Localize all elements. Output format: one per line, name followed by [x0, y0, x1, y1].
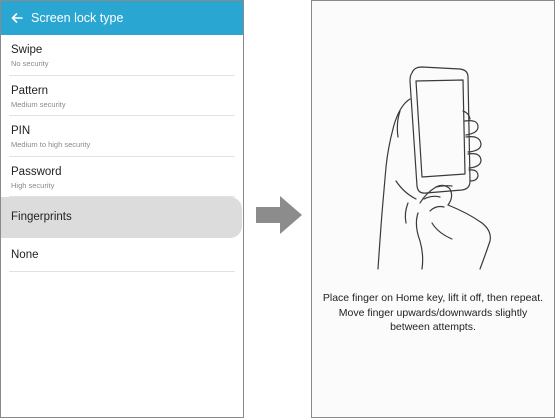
- option-label: Swipe: [11, 44, 43, 56]
- option-none[interactable]: [1, 238, 243, 272]
- fingerprint-registration-screen: [311, 0, 555, 418]
- page-title: Screen lock type: [31, 11, 124, 25]
- instruction-text: Place finger on Home key, lift it off, then repeat. Move finger upwards/downwards slightly between attempts.: [322, 292, 544, 333]
- arrow-left-icon[interactable]: [11, 12, 23, 24]
- option-label: Pattern: [11, 84, 49, 97]
- option-swipe[interactable]: [1, 35, 243, 76]
- option-label: PIN: [11, 125, 31, 137]
- option-security-level: No security: [11, 59, 49, 68]
- option-security-level: High security: [11, 180, 55, 190]
- option-password[interactable]: [1, 157, 243, 198]
- lock-type-list: [1, 35, 243, 272]
- option-security-level: Medium security: [11, 99, 66, 109]
- option-label: Fingerprints: [11, 211, 72, 224]
- hand-holding-phone-illustration: [360, 63, 510, 275]
- option-pin[interactable]: [1, 116, 243, 157]
- arrow-right-icon: [254, 195, 304, 235]
- option-label: Password: [11, 165, 62, 178]
- option-label: None: [11, 248, 39, 261]
- app-bar: [1, 1, 243, 35]
- option-pattern[interactable]: [1, 76, 243, 117]
- screen-lock-type-screen: [0, 0, 244, 418]
- option-security-level: Medium to high security: [11, 140, 91, 149]
- option-fingerprints[interactable]: [1, 197, 242, 238]
